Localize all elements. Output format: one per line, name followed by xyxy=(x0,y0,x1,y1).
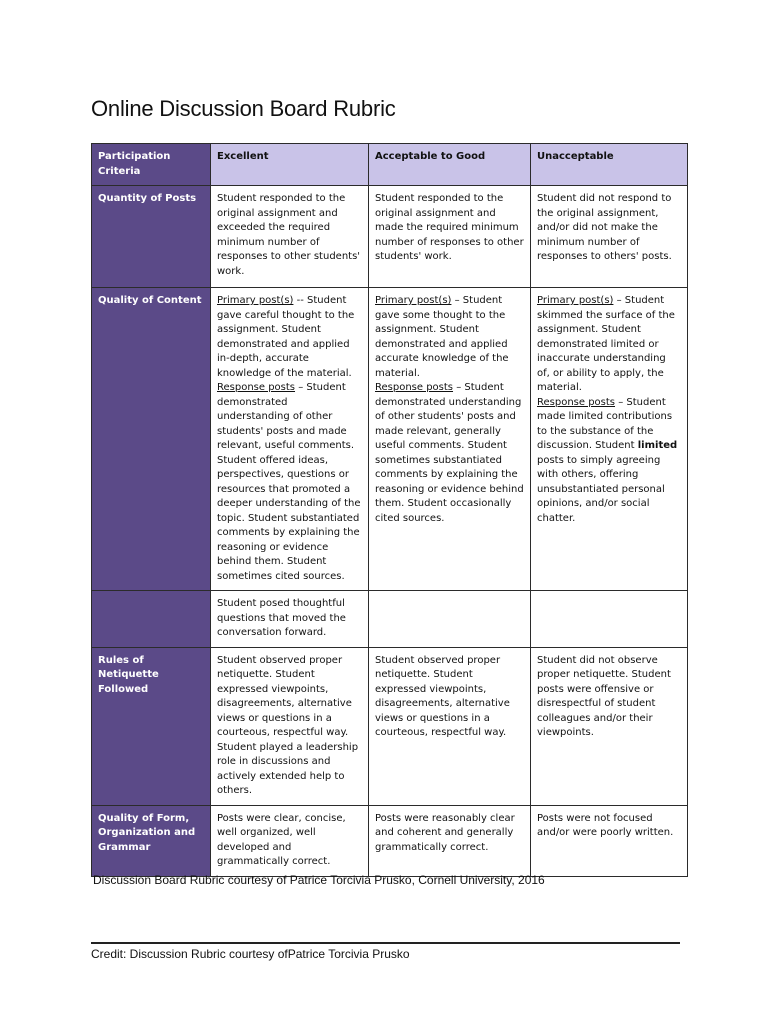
excellent-cell: Student posed thoughtful questions that moved the conversation forward. xyxy=(211,591,369,648)
response-post-label: Response posts xyxy=(375,382,454,393)
unacceptable-cell: Student did not respond to the original assignment, and/or did not make the minimum number of responses to others' posts. xyxy=(531,186,688,288)
criteria-cell: Quantity of Posts xyxy=(92,186,211,288)
acceptable-cell: Student responded to the original assignment and made the required minimum number of responses to other students' work. xyxy=(369,186,531,288)
limited-emphasis: limited xyxy=(637,440,678,451)
table-row xyxy=(92,288,688,591)
acceptable-cell: Student observed proper netiquette. Student expressed viewpoints, disagreements, alternative views or questions in a courteous, respectful way. xyxy=(369,647,531,805)
footer-credit: Credit: Discussion Rubric courtesy ofPatrice Torcivia Prusko xyxy=(91,947,410,961)
table-row xyxy=(92,591,688,648)
primary-post-label: Primary post(s) xyxy=(537,295,614,306)
unacceptable-cell xyxy=(531,288,688,591)
criteria-cell: Quality of Content xyxy=(92,288,211,591)
response-post-text: – Student demonstrated understanding of other students' posts and made relevant, useful comments. Student offered ideas, perspectives, questions or resources that promoted a deeper understanding of the topic. Student substantiated comments by explaining the reasoning or evidence behind them. Student sometimes cited sources. xyxy=(217,382,361,582)
response-post-text: – Student demonstrated understanding of other students' posts and made relevant, generally useful comments. Student sometimes substantiated comments by explaining the reasoning or evidence behind them. Student occasionally cited sources. xyxy=(375,382,524,524)
table-header-row xyxy=(92,144,688,186)
primary-post-text: – Student gave some thought to the assignment. Student demonstrated and applied accurate knowledge of the material. xyxy=(375,295,509,379)
response-post-text: – Student made limited contributions to the substance of the discussion. Student xyxy=(537,396,673,451)
primary-post-label: Primary post(s) xyxy=(217,295,294,306)
footer-divider xyxy=(91,942,680,944)
excellent-cell: Student observed proper netiquette. Student expressed viewpoints, disagreements, alternative views or questions in a courteous, respectful way. Student played a leadership role in discussions and actively extended help to others. xyxy=(211,647,369,805)
excellent-cell: Posts were clear, concise, well organized, well developed and grammatically correct. xyxy=(211,805,369,876)
criteria-cell: Rules of Netiquette Followed xyxy=(92,647,211,805)
table-row xyxy=(92,186,688,288)
header-unacceptable: Unacceptable xyxy=(531,144,688,186)
response-post-label: Response posts xyxy=(537,396,616,408)
acceptable-cell xyxy=(369,591,531,648)
unacceptable-cell xyxy=(531,591,688,648)
acceptable-cell: Posts were reasonably clear and coherent and generally grammatically correct. xyxy=(369,805,531,876)
header-criteria: Participation Criteria xyxy=(92,144,211,186)
primary-post-text: – Student skimmed the surface of the assignment. Student demonstrated limited or inaccurate understanding of, or ability to apply, the material. xyxy=(537,295,675,393)
excellent-cell: Student responded to the original assignment and exceeded the required minimum number of responses to other students' work. xyxy=(211,186,369,288)
rubric-table xyxy=(91,143,688,877)
courtesy-caption: Discussion Board Rubric courtesy of Patrice Torcivia Prusko, Cornell University, 2016 xyxy=(93,873,545,887)
acceptable-cell xyxy=(369,288,531,591)
header-acceptable: Acceptable to Good xyxy=(369,144,531,186)
table-row xyxy=(92,805,688,876)
criteria-cell: Quality of Form, Organization and Grammar xyxy=(92,805,211,876)
primary-post-label: Primary post(s) xyxy=(375,295,452,306)
primary-post-text: -- Student gave careful thought to the assignment. Student demonstrated and applied in-depth, accurate knowledge of the material. xyxy=(217,295,355,379)
unacceptable-cell: Student did not observe proper netiquette. Student posts were offensive or disrespectful of student colleagues and/or their viewpoints. xyxy=(531,647,688,805)
excellent-cell xyxy=(211,288,369,591)
document-title: Online Discussion Board Rubric xyxy=(91,96,396,121)
unacceptable-cell: Posts were not focused and/or were poorly written. xyxy=(531,805,688,876)
header-excellent: Excellent xyxy=(211,144,369,186)
criteria-cell xyxy=(92,591,211,648)
response-post-text-end: posts to simply agreeing with others, offering unsubstantiated personal opinions, and/or social chatter. xyxy=(537,454,665,524)
response-post-label: Response posts xyxy=(217,382,296,393)
table-row xyxy=(92,647,688,805)
